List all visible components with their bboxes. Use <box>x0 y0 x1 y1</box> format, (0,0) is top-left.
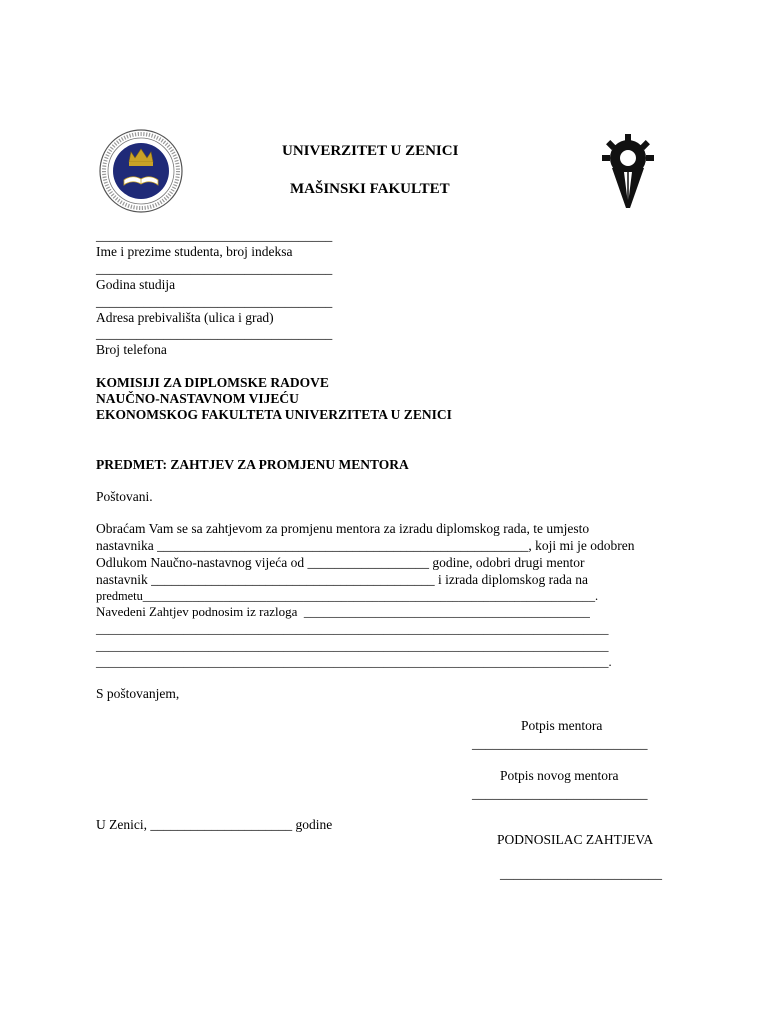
body-line-8: __________________________________________________________________________________ <box>96 639 609 653</box>
body-line-4: nastavnik __________________________________________ i izrada diplomskog rada na <box>96 572 588 587</box>
closing: S poštovanjem, <box>96 686 180 701</box>
university-title: UNIVERZITET U ZENICI <box>282 143 459 159</box>
recipient-line-3: EKONOMSKOG FAKULTETA UNIVERZITETA U ZENICI <box>96 407 452 422</box>
faculty-title: MAŠINSKI FAKULTET <box>290 181 450 197</box>
address-line[interactable]: ___________________________________ <box>96 294 333 309</box>
mentor-signature-line[interactable]: __________________________ <box>472 736 648 751</box>
recipient-line-1: KOMISIJI ZA DIPLOMSKE RADOVE <box>96 375 329 390</box>
body-line-6: Navedeni Zahtjev podnosim iz razloga ____________________________________________ <box>96 604 590 619</box>
university-seal-icon <box>94 128 188 214</box>
gear-pen-icon <box>596 128 660 212</box>
mentor-signature-label: Potpis mentora <box>521 718 603 733</box>
place-date: U Zenici, _____________________ godine <box>96 817 333 832</box>
address-label: Adresa prebivališta (ulica i grad) <box>96 310 274 325</box>
body-line-1: Obraćam Vam se sa zahtjevom za promjenu mentora za izradu diplomskog rada, te umjesto <box>96 521 590 536</box>
subject: PREDMET: ZAHTJEV ZA PROMJENU MENTORA <box>96 457 409 472</box>
new-mentor-signature-line[interactable]: __________________________ <box>472 786 648 801</box>
recipient-line-2: NAUČNO-NASTAVNOM VIJEĆU <box>96 391 299 406</box>
body-line-9: __________________________________________________________________________________. <box>96 655 612 669</box>
applicant-label: PODNOSILAC ZAHTJEVA <box>497 832 654 847</box>
greeting: Poštovani. <box>96 489 153 504</box>
body-line-2: nastavnika _______________________________________________________, koji mi je odobren <box>96 538 635 553</box>
study-year-line[interactable]: ___________________________________ <box>96 261 333 276</box>
student-name-line[interactable]: ___________________________________ <box>96 228 333 243</box>
body-line-3: Odlukom Naučno-nastavnog vijeća od __________________ godine, odobri drugi mentor <box>96 555 585 570</box>
new-mentor-signature-label: Potpis novog mentora <box>500 768 619 783</box>
study-year-label: Godina studija <box>96 277 176 292</box>
student-name-label: Ime i prezime studenta, broj indeksa <box>96 244 293 259</box>
phone-line[interactable]: ___________________________________ <box>96 326 333 341</box>
applicant-signature-line[interactable]: ________________________ <box>500 866 662 881</box>
phone-label: Broj telefona <box>96 342 167 357</box>
body-line-5: predmetu_________________________________________________________________________. <box>96 589 599 603</box>
body-line-7: __________________________________________________________________________________ <box>96 622 609 636</box>
